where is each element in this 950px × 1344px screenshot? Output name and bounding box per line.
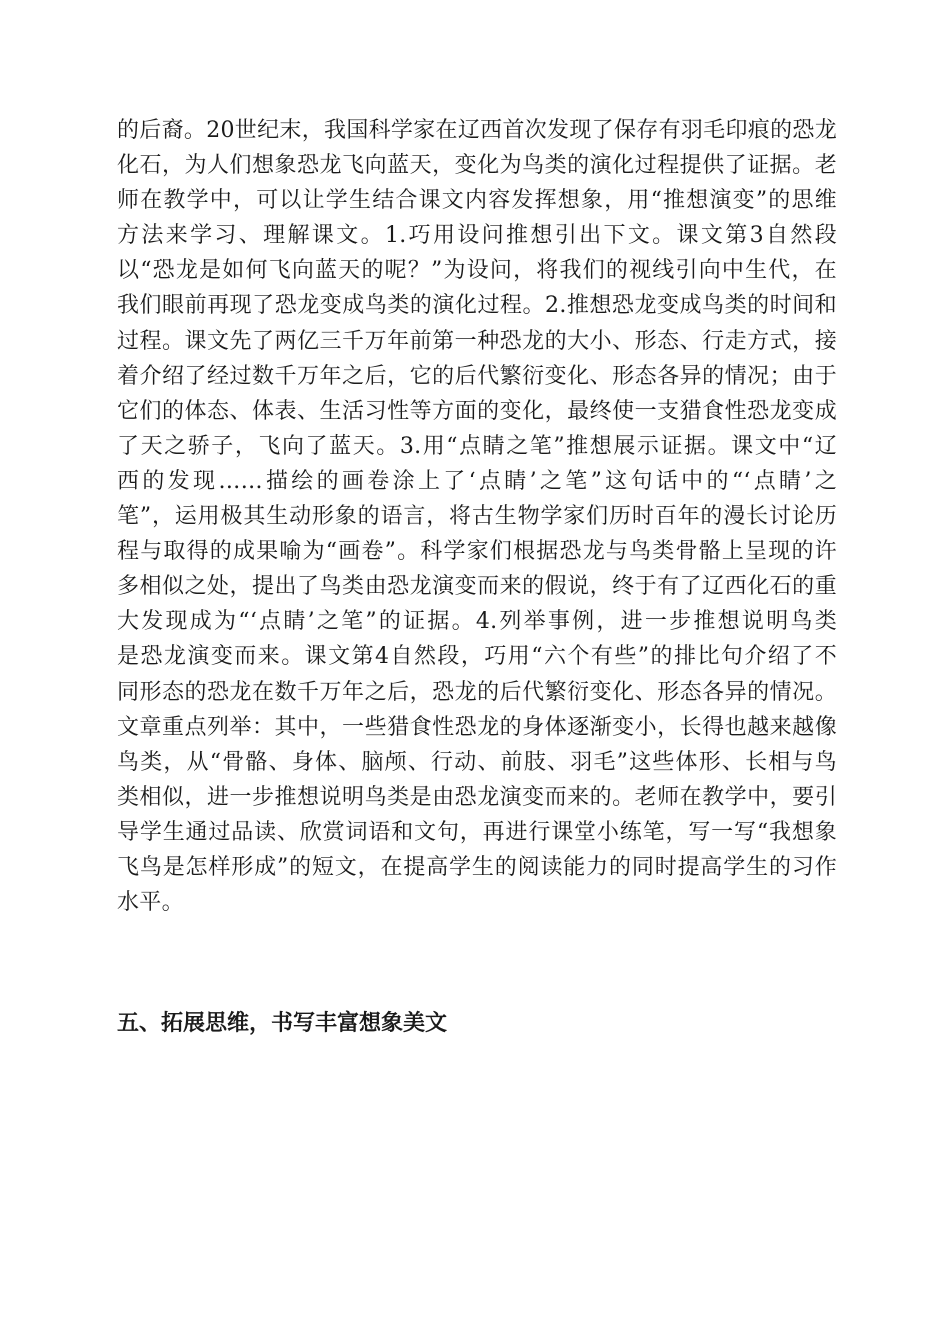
paragraph-line: 类相似，进一步推想说明鸟类是由恐龙演变而来的。老师在教学中，要引 <box>117 784 837 810</box>
paragraph-line: 化石，为人们想象恐龙飞向蓝天，变化为鸟类的演化过程提供了证据。老 <box>117 153 837 179</box>
paragraph-line: 以“恐龙是如何飞向蓝天的呢？”为设问，将我们的视线引向中生代，在 <box>117 258 837 284</box>
paragraph-line: 水平。 <box>117 890 184 916</box>
paragraph-line: 多相似之处，提出了鸟类由恐龙演变而来的假说，终于有了辽西化石的重 <box>117 574 837 600</box>
paragraph-line: 笔”，运用极其生动形象的语言，将古生物学家们历时百年的漫长讨论历 <box>117 504 837 530</box>
paragraph-line: 着介绍了经过数千万年之后，它的后代繁衍变化、形态各异的情况；由于 <box>117 363 837 389</box>
section-heading: 五、拓展思维，书写丰富想象美文 <box>117 1010 448 1036</box>
paragraph-line: 西的发现……描绘的画卷涂上了‘点睛’之笔”这句话中的“‘点睛’之 <box>117 468 837 494</box>
body-paragraph <box>117 113 837 920</box>
paragraph-line: 鸟类，从“骨骼、身体、脑颅、行动、前肢、羽毛”这些体形、长相与鸟 <box>117 749 837 775</box>
paragraph-line: 同形态的恐龙在数千万年之后，恐龙的后代繁衍变化、形态各异的情况。 <box>117 679 837 705</box>
paragraph-line: 师在教学中，可以让学生结合课文内容发挥想象，用“推想演变”的思维 <box>117 188 837 214</box>
paragraph-line: 了天之骄子，飞向了蓝天。3.用“点睛之笔”推想展示证据。课文中“辽 <box>117 433 837 459</box>
paragraph-line: 过程。课文先了两亿三千万年前第一种恐龙的大小、形态、行走方式，接 <box>117 328 837 354</box>
paragraph-line: 程与取得的成果喻为“画卷”。科学家们根据恐龙与鸟类骨骼上呈现的许 <box>117 539 837 565</box>
paragraph-line: 是恐龙演变而来。课文第4自然段，巧用“六个有些”的排比句介绍了不 <box>117 644 837 670</box>
paragraph-line: 飞鸟是怎样形成”的短文，在提高学生的阅读能力的同时提高学生的习作 <box>117 854 837 880</box>
paragraph-line: 的后裔。20世纪末，我国科学家在辽西首次发现了保存有羽毛印痕的恐龙 <box>117 118 837 143</box>
paragraph-line: 文章重点列举：其中，一些猎食性恐龙的身体逐渐变小，长得也越来越像 <box>117 714 837 740</box>
paragraph-line: 导学生通过品读、欣赏词语和文句，再进行课堂小练笔，写一写“我想象 <box>117 819 837 845</box>
paragraph-line: 我们眼前再现了恐龙变成鸟类的演化过程。2.推想恐龙变成鸟类的时间和 <box>117 293 837 319</box>
paragraph-line: 它们的体态、体表、生活习性等方面的变化，最终使一支猎食性恐龙变成 <box>117 398 837 424</box>
paragraph-line: 方法来学习、理解课文。1.巧用设问推想引出下文。课文第3自然段 <box>117 223 837 249</box>
paragraph-line: 大发现成为“‘点睛’之笔”的证据。4.列举事例，进一步推想说明鸟类 <box>117 609 837 635</box>
